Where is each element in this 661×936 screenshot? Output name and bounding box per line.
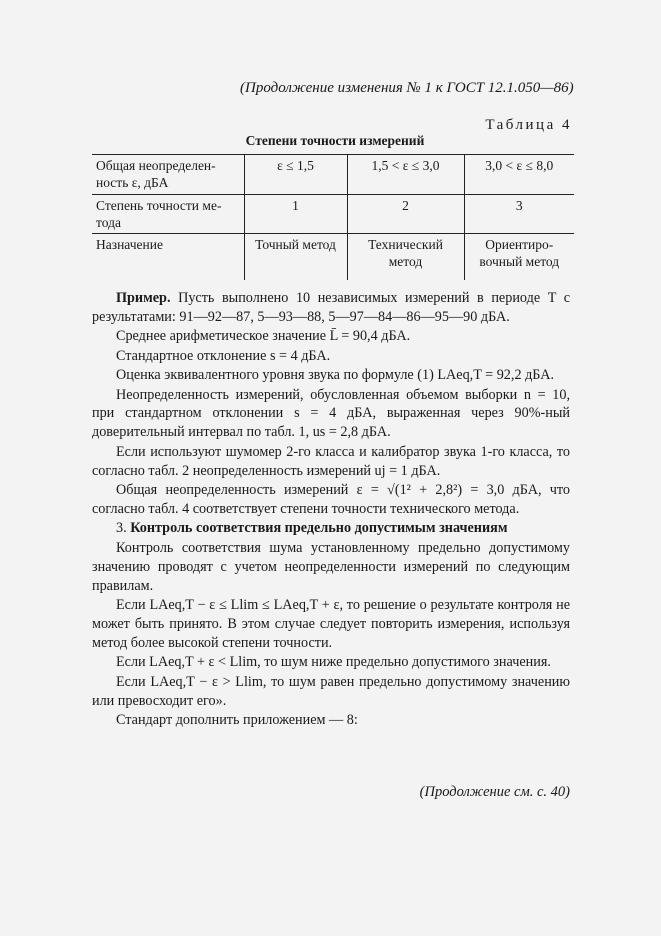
paragraph: Контроль соответствия шума установленному предельно допустимому значению проводят с учетом неопределенности измерений по следующим правилам. — [92, 539, 570, 594]
table-cell: Общая неопределен-ность ε, дБА — [92, 155, 244, 195]
table-number: Таблица 4 — [485, 117, 572, 133]
table-cell: 1 — [244, 195, 347, 234]
table-row — [92, 234, 574, 280]
body-text — [92, 289, 570, 730]
table-cell: Ориентиро-вочный метод — [464, 234, 574, 280]
paragraph: Если LAeq,T + ε < Llim, то шум ниже предельно допустимого значения. — [116, 654, 551, 671]
table-cell: Технический метод — [347, 234, 464, 280]
table-cell: ε ≤ 1,5 — [244, 155, 347, 195]
paragraph: Стандарт дополнить приложением — 8: — [116, 711, 358, 728]
paragraph: Если LAeq,T − ε > Llim, то шум равен предельно допустимому значению или превосходит его». — [92, 673, 570, 709]
table-cell: 2 — [347, 195, 464, 234]
page-header: (Продолжение изменения № 1 к ГОСТ 12.1.050—86) — [240, 80, 574, 96]
page-footer: (Продолжение см. с. 40) — [419, 784, 570, 800]
paragraph: Если LAeq,T − ε ≤ Llim ≤ LAeq,T + ε, то решение о результате контроля не может быть принято. В этом случае следует повторить измерения, используя метод более высокой степени точности. — [92, 597, 570, 651]
accuracy-table — [92, 154, 574, 280]
table-cell: 3,0 < ε ≤ 8,0 — [464, 155, 574, 195]
paragraph: Общая неопределенность измерений ε = √(1² + 2,8²) = 3,0 дБА, что согласно табл. 4 соответствует степени точности технического метода. — [92, 482, 570, 517]
table-cell: Степень точности ме-тода — [92, 195, 244, 234]
table-title: Степени точности измерений — [245, 133, 425, 148]
paragraph: Неопределенность измерений, обусловленная объемом выборки n = 10, при стандартном отклонении s = 4 дБА, выраженная через 90%-ный доверительный интервал по табл. 1, us = 2,8 дБА. — [92, 386, 570, 441]
table-row — [92, 195, 574, 234]
table-cell: 1,5 < ε ≤ 3,0 — [347, 155, 464, 195]
section-heading: 3. Контроль соответствия предельно допустимым значениям — [116, 520, 508, 537]
paragraph: Оценка эквивалентного уровня звука по формуле (1) LAeq,T = 92,2 дБА. — [116, 367, 555, 384]
table-cell: Точный метод — [244, 234, 347, 280]
paragraph: Стандартное отклонение s = 4 дБА. — [116, 347, 331, 364]
table-cell: Назначение — [92, 234, 244, 280]
example-label: Пример. — [116, 290, 171, 306]
table-cell: 3 — [464, 195, 574, 234]
table-row — [92, 155, 574, 195]
paragraph: Если используют шумомер 2-го класса и калибратор звука 1-го класса, то согласно табл. 2 неопределенность измерений uj = 1 дБА. — [92, 443, 570, 479]
paragraph: Среднее арифметическое значение L̄ = 90,4 дБА. — [116, 328, 411, 345]
paragraph: Пример. Пусть выполнено 10 независимых измерений в периоде T с результатами: 91—92—87, 5—93—88, 5—97—84—86—95—90 дБА. — [92, 290, 570, 325]
